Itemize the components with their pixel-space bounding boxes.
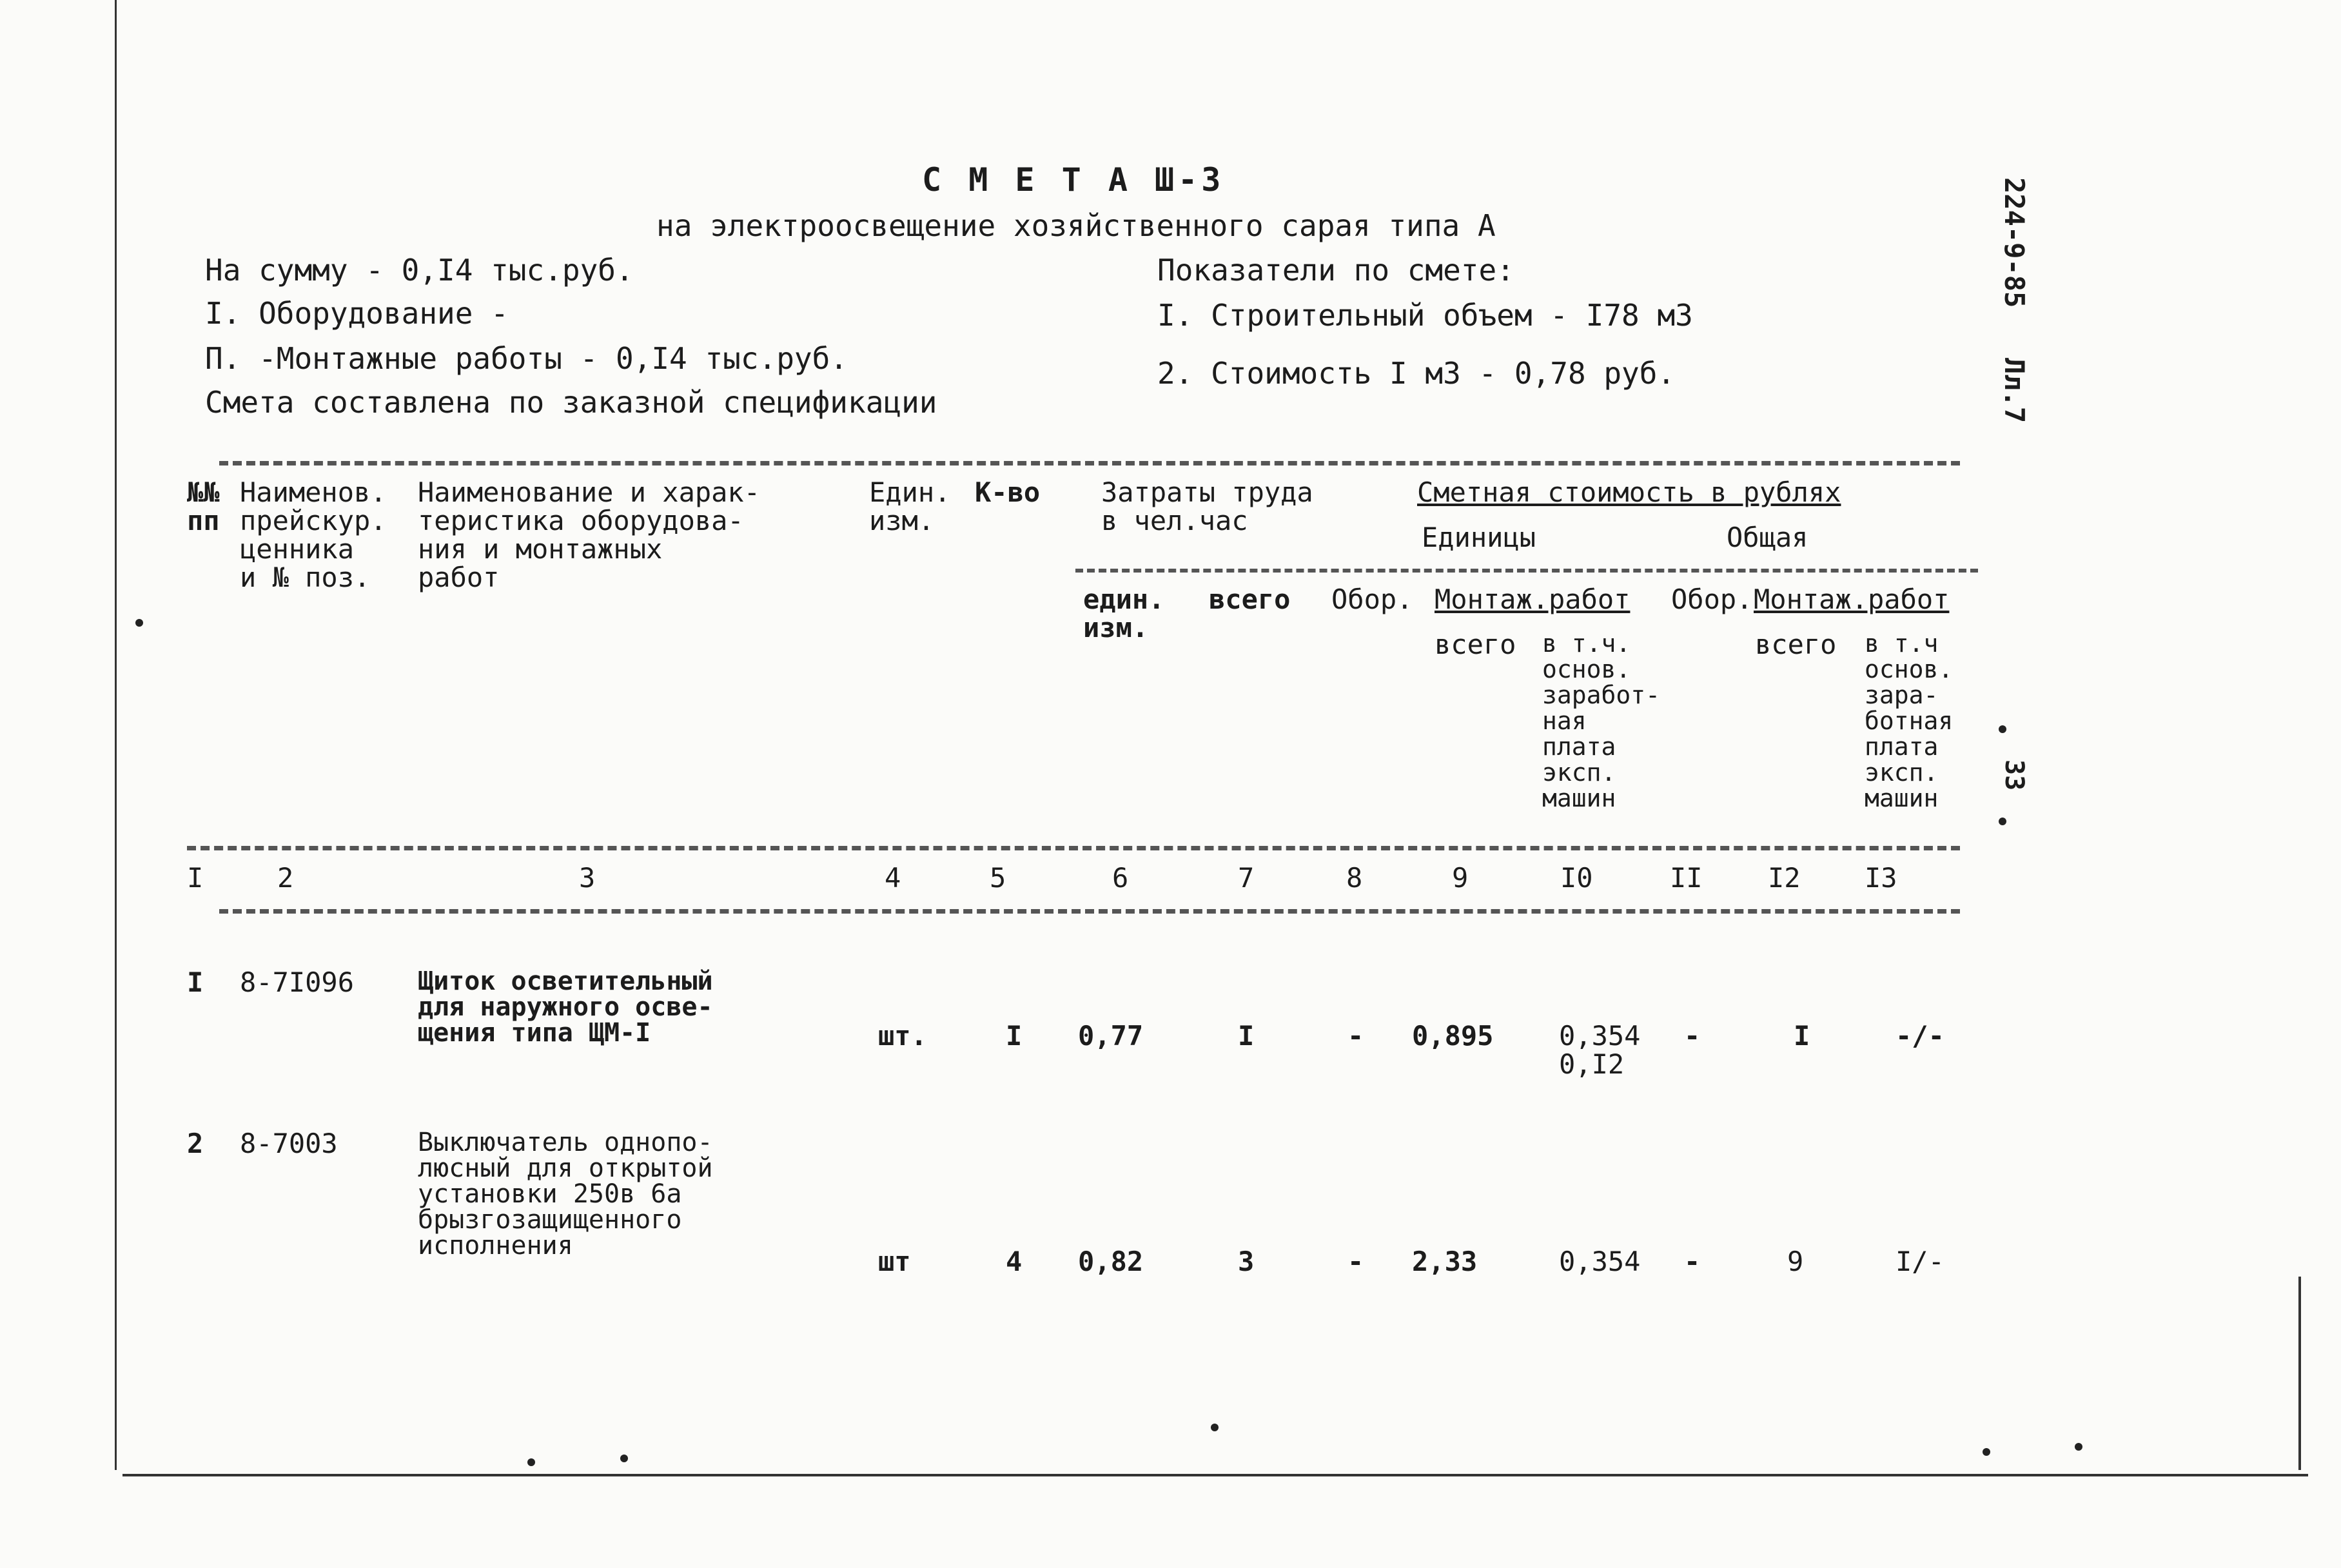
indicator-volume: I. Строительный объем - I78 м3 (1157, 298, 1693, 333)
table-top-rule (219, 461, 1960, 466)
summary-sum: На сумму - 0,I4 тыс.руб. (205, 253, 634, 288)
summary-equipment: I. Оборудование - (205, 296, 509, 331)
header-cost-group: Сметная стоимость в рублях (1417, 476, 1841, 508)
indicators-heading: Показатели по смете: (1157, 253, 1514, 288)
row-description: Щиток осветительный для наружного осве- щения типа ЩМ-I (418, 966, 713, 1048)
header-mont-total: Монтаж.работ (1754, 583, 1950, 615)
scan-speck (527, 1458, 535, 1466)
colnum-6: 6 (1112, 862, 1129, 894)
row-quantity: I (1006, 1020, 1023, 1052)
row-equip-total: - (1684, 1020, 1701, 1052)
right-edge-mark (2298, 1277, 2301, 1470)
bottom-edge-line (122, 1474, 2308, 1476)
header-mont-total-wage: в т.ч основ. зара- ботная плата эксп. машин (1865, 629, 1954, 812)
header-labor-unit: един. изм. (1083, 583, 1165, 643)
row-unit: шт (878, 1246, 911, 1277)
header-mid-rule (1075, 569, 1978, 573)
colnum-3: 3 (579, 862, 596, 894)
colnum-13: I3 (1865, 862, 1897, 894)
row-mont-unit-wage: 0,354 (1559, 1246, 1641, 1277)
scan-speck (2075, 1443, 2082, 1451)
row-mont-total-wage: -/- (1895, 1020, 1944, 1052)
document-title: С М Е Т А Ш-3 (922, 161, 1225, 199)
margin-page: 33 (1999, 760, 2029, 791)
row-mont-total-wage: I/- (1895, 1246, 1944, 1277)
row-mont-unit-total: 0,895 (1412, 1020, 1494, 1052)
header-price-code: Наименов. прейскур. ценника и № поз. (240, 476, 387, 593)
row-description: Выключатель однопо- люсный для открытой установки 250в 6а брызгозащищенного исполнения (418, 1128, 713, 1260)
header-total-group: Общая (1727, 522, 1808, 553)
colnum-4: 4 (885, 862, 901, 894)
header-labor-group: Затраты труда в чел.час (1101, 476, 1313, 536)
left-margin-line (115, 0, 117, 1470)
row-labor-total: I (1238, 1020, 1255, 1052)
header-labor-total: всего (1209, 583, 1291, 615)
row-equip-unit: - (1347, 1246, 1364, 1277)
row-labor-unit: 0,82 (1078, 1246, 1144, 1277)
header-row-number: №№ пп (187, 476, 220, 536)
colnum-5: 5 (990, 862, 1006, 894)
row-price-code: 8-7003 (240, 1128, 338, 1159)
scan-speck (1999, 818, 2006, 825)
summary-installation: П. -Монтажные работы - 0,I4 тыс.руб. (205, 341, 848, 376)
colnum-7: 7 (1238, 862, 1255, 894)
header-mont-unit-wage: в т.ч. основ. заработ- ная плата эксп. машин (1542, 629, 1661, 812)
row-quantity: 4 (1006, 1246, 1023, 1277)
row-number: I (187, 966, 204, 998)
colnum-11: II (1670, 862, 1703, 894)
row-mont-unit-wage: 0,354 0,I2 (1559, 1020, 1641, 1080)
header-unit: Един. изм. (869, 476, 951, 536)
colnum-8: 8 (1346, 862, 1363, 894)
scan-speck (135, 619, 143, 627)
indicator-unit-cost: 2. Стоимость I м3 - 0,78 руб. (1157, 356, 1676, 391)
row-number: 2 (187, 1128, 204, 1159)
header-description: Наименование и харак- теристика оборудова- ния и монтажных работ (418, 476, 761, 593)
row-labor-total: 3 (1238, 1246, 1255, 1277)
scan-speck (1983, 1448, 1990, 1456)
header-mont-unit: Монтаж.работ (1435, 583, 1631, 615)
scan-speck (620, 1455, 628, 1462)
row-mont-total: 9 (1787, 1246, 1804, 1277)
scan-speck (1211, 1424, 1219, 1431)
summary-specification: Смета составлена по заказной спецификации (205, 385, 937, 420)
header-mont-unit-total: всего (1435, 629, 1516, 660)
colnum-12: I2 (1768, 862, 1801, 894)
row-unit: шт. (878, 1020, 927, 1052)
margin-code: 224-9-85 (1999, 177, 2030, 308)
colnum-1: I (187, 862, 204, 894)
document-subtitle: на электроосвещение хозяйственного сарая типа А (656, 208, 1496, 243)
header-mont-total-sum: всего (1755, 629, 1837, 660)
row-equip-unit: - (1347, 1020, 1364, 1052)
row-labor-unit: 0,77 (1078, 1020, 1144, 1052)
header-equip-unit: Обор. (1331, 583, 1413, 615)
row-mont-unit-total: 2,33 (1412, 1246, 1478, 1277)
row-price-code: 8-7I096 (240, 966, 355, 998)
colnum-9: 9 (1452, 862, 1469, 894)
header-quantity: К-во (975, 476, 1041, 508)
header-equip-total: Обор. (1671, 583, 1753, 615)
header-unit-group: Единицы (1422, 522, 1536, 553)
colnum-10: I0 (1560, 862, 1593, 894)
column-numbers-rule (219, 909, 1960, 914)
colnum-2: 2 (277, 862, 294, 894)
row-equip-total: - (1684, 1246, 1701, 1277)
scan-speck (1999, 725, 2006, 733)
margin-sheet: Лл.7 (1999, 358, 2030, 424)
header-bottom-rule (187, 846, 1960, 850)
row-mont-total: I (1794, 1020, 1810, 1052)
